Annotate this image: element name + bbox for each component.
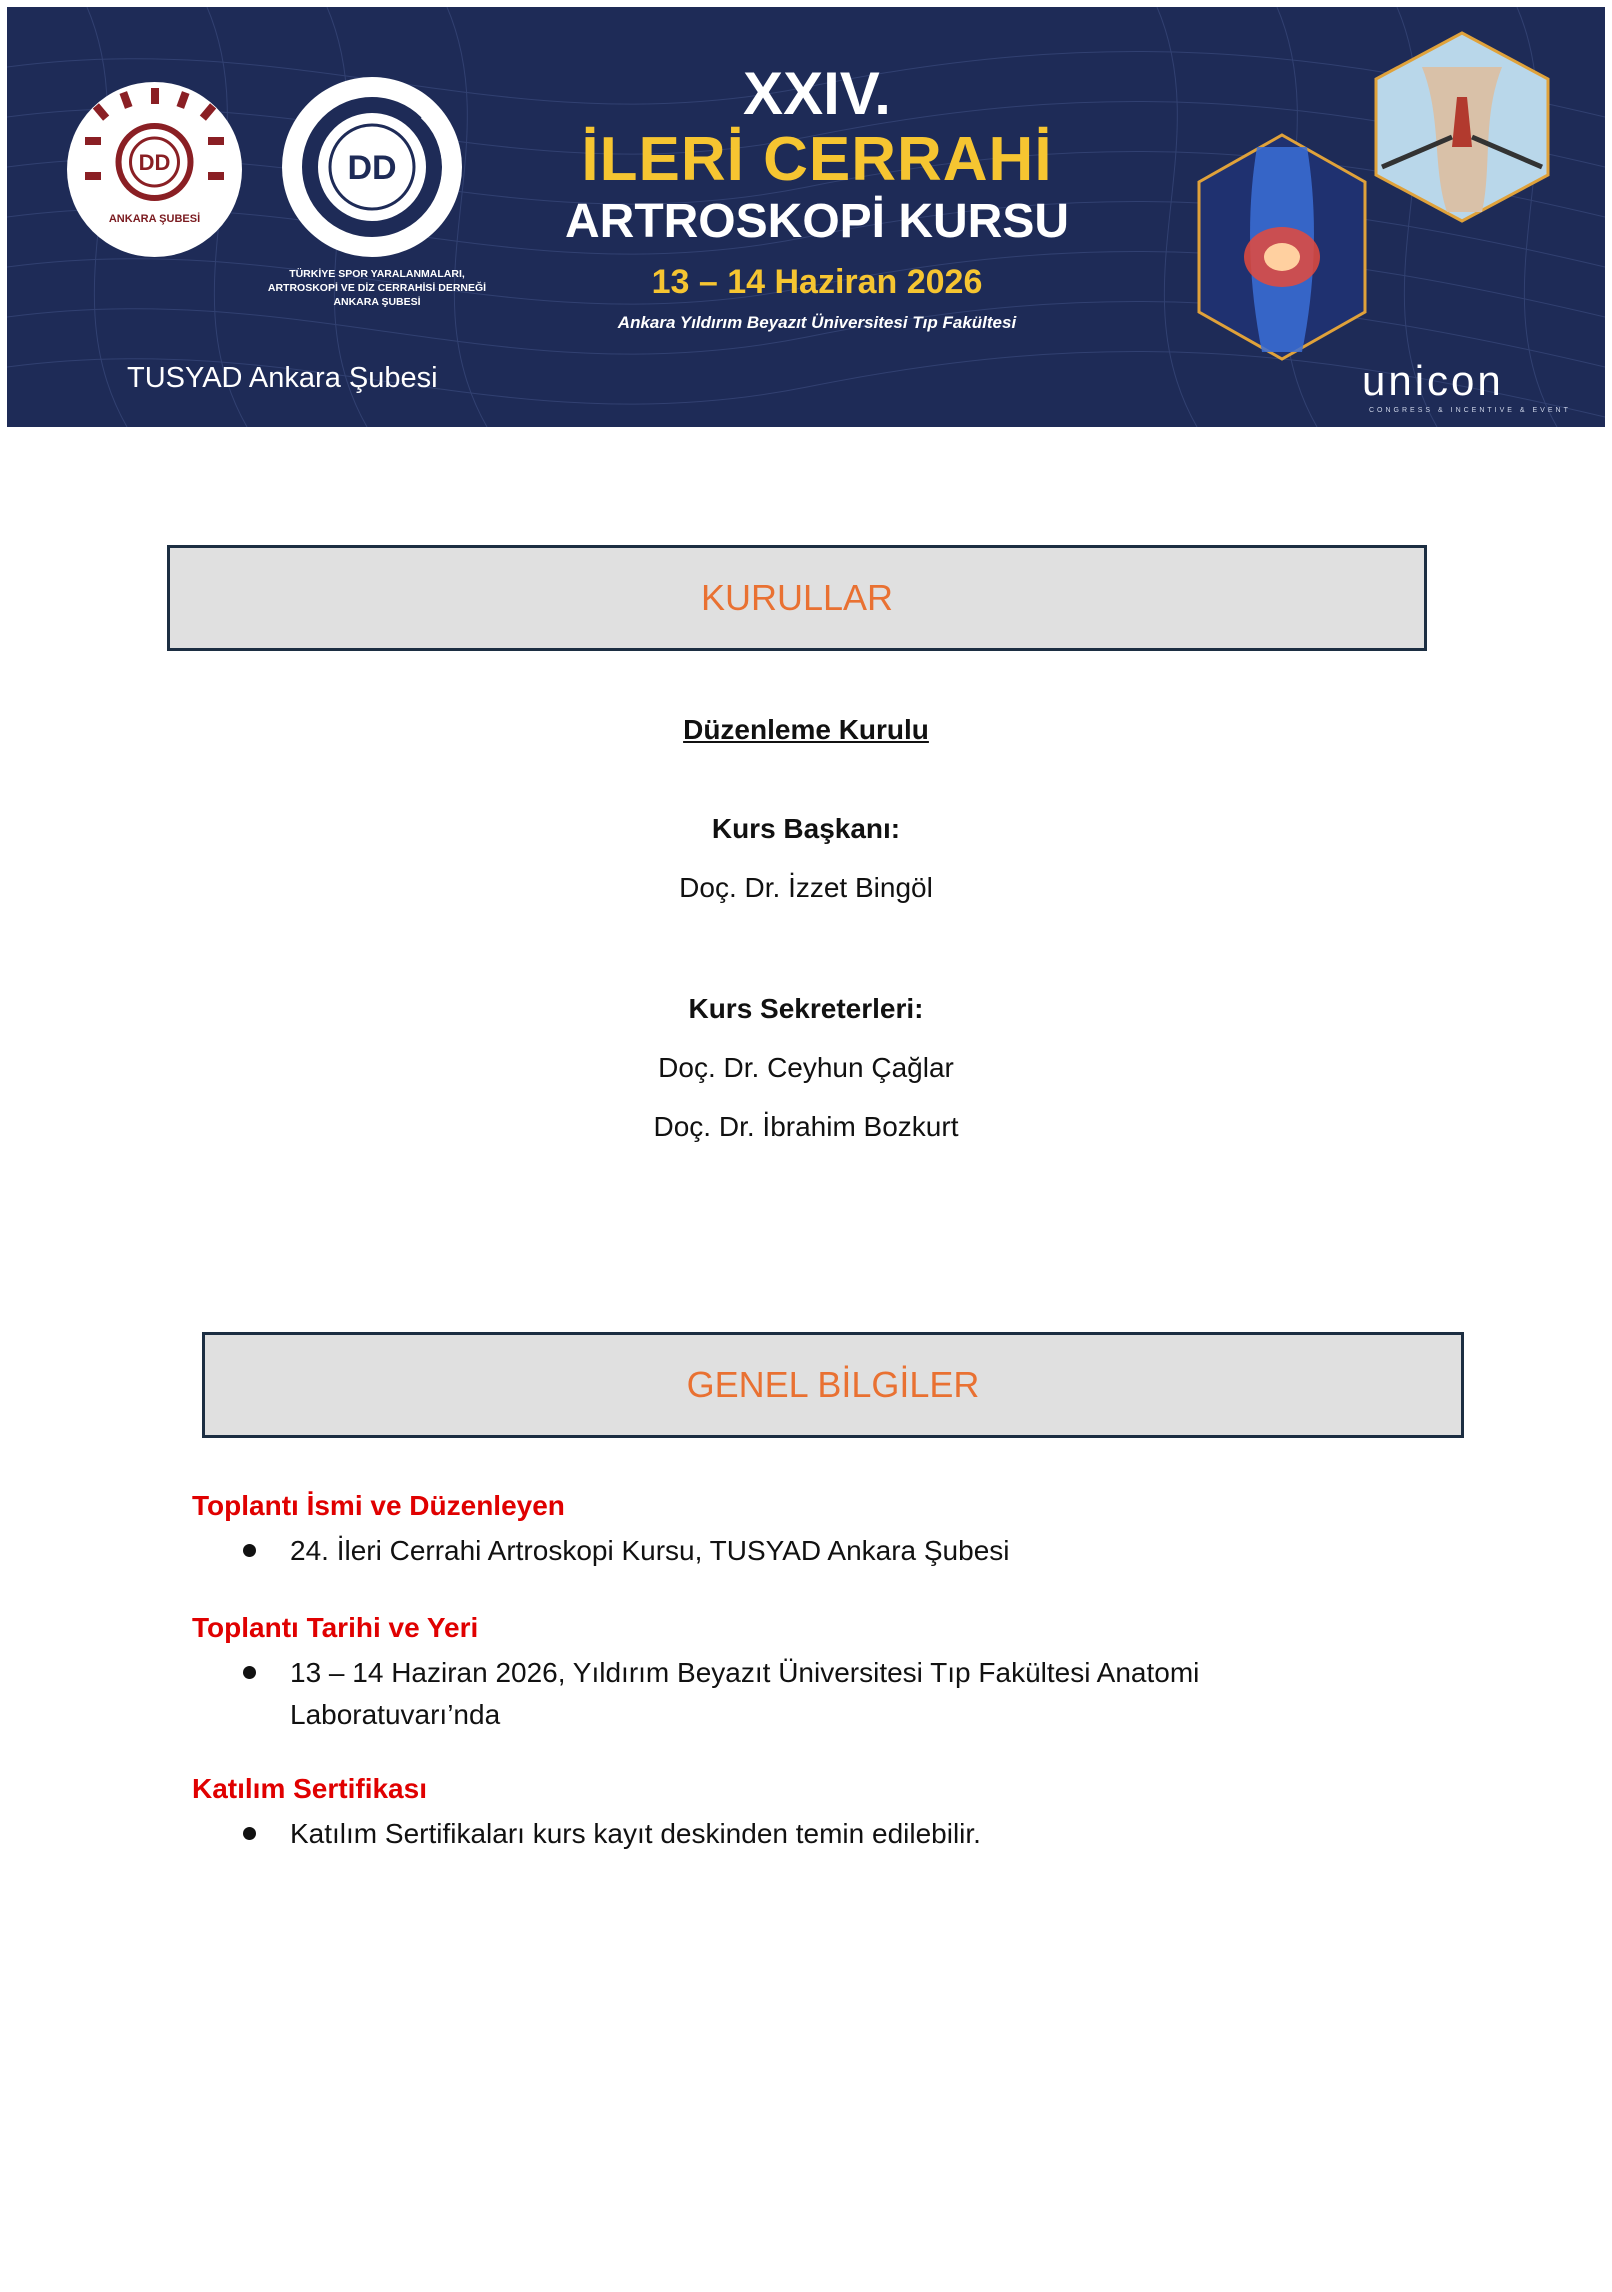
logo-caption: ANKARA ŞUBESİ <box>108 213 201 225</box>
list-item <box>243 1530 1273 1572</box>
course-date: 13 – 14 Haziran 2026 <box>651 263 983 301</box>
info-text: 24. İleri Cerrahi Artroskopi Kursu, TUSYAD Ankara Şubesi <box>290 1535 1010 1566</box>
committee-heading: Düzenleme Kurulu <box>683 714 929 745</box>
course-title-block <box>487 62 1147 338</box>
secretaries-label-row <box>0 993 1612 1025</box>
chair-name-row <box>0 872 1612 904</box>
section-title: GENEL BİLGİLER <box>686 1364 980 1405</box>
bullet-icon <box>243 1827 256 1840</box>
chair-name: Doç. Dr. İzzet Bingöl <box>679 872 933 903</box>
svg-text:DD: DD <box>138 150 171 175</box>
ankara-branch-logo <box>67 82 242 257</box>
edition-number: XXIV. <box>743 60 891 127</box>
info-heading: Toplantı Tarihi ve Yeri <box>192 1612 479 1643</box>
info-heading: Katılım Sertifikası <box>192 1773 427 1804</box>
secretary-row <box>0 1052 1612 1084</box>
sponsor-tagline: CONGRESS & INCENTIVE & EVENT <box>1369 407 1571 414</box>
association-name: TÜRKİYE SPOR YARALANMALARI, ARTROSKOPİ VE DİZ CERRAHİSİ DERNEĞİ ANKARA ŞUBESİ <box>267 268 487 308</box>
knee-anatomy-image <box>1187 127 1377 367</box>
secretaries-label: Kurs Sekreterleri: <box>688 993 924 1024</box>
event-banner <box>7 7 1605 427</box>
secretary-name: Doç. Dr. İbrahim Bozkurt <box>653 1111 959 1142</box>
secretary-name: Doç. Dr. Ceyhun Çağlar <box>658 1052 954 1083</box>
branch-name: TUSYAD Ankara Şubesi <box>127 362 438 394</box>
svg-text:DD: DD <box>347 149 397 187</box>
bullet-icon <box>243 1666 256 1679</box>
list-item <box>243 1652 1273 1736</box>
secretary-row <box>0 1111 1612 1143</box>
list-item <box>243 1813 1273 1855</box>
course-venue: Ankara Yıldırım Beyazıt Üniversitesi Tıp Fakültesi <box>617 313 1017 332</box>
course-subtitle: ARTROSKOPİ KURSU <box>564 195 1070 248</box>
section-title: KURULLAR <box>700 577 894 618</box>
chair-label-row <box>0 813 1612 845</box>
arthroscopy-image <box>1362 27 1562 227</box>
sponsor-logo: unicon <box>1362 357 1504 404</box>
course-title: İLERİ CERRAHİ <box>581 125 1053 194</box>
committees-section-header <box>167 545 1427 651</box>
chair-label: Kurs Başkanı: <box>711 813 901 844</box>
info-text: 13 – 14 Haziran 2026, Yıldırım Beyazıt Üniversitesi Tıp Fakültesi Anatomi Laboratuvarı’nda <box>290 1657 1200 1730</box>
tusyad-logo <box>282 77 462 257</box>
bullet-icon <box>243 1544 256 1557</box>
info-heading: Toplantı İsmi ve Düzenleyen <box>192 1490 565 1521</box>
general-info-section-header <box>202 1332 1464 1438</box>
info-text: Katılım Sertifikaları kurs kayıt deskinden temin edilebilir. <box>290 1818 981 1849</box>
committee-heading-row <box>0 714 1612 746</box>
